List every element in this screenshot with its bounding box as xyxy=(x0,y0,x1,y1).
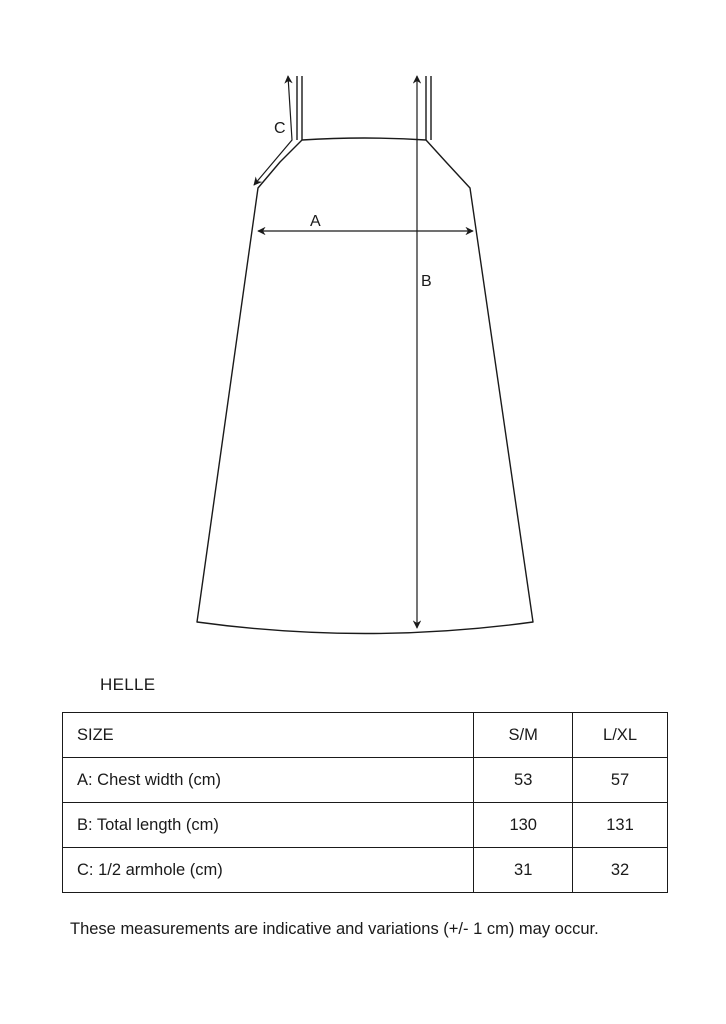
disclaimer-text: These measurements are indicative and variations (+/- 1 cm) may occur. xyxy=(70,920,599,938)
table-header-row xyxy=(63,713,668,758)
header-size-label: SIZE xyxy=(63,713,474,758)
label-a: A xyxy=(310,213,321,230)
size-chart-table xyxy=(62,712,668,893)
row-value-lxl: 32 xyxy=(573,848,668,893)
row-label: C: 1/2 armhole (cm) xyxy=(63,848,474,893)
table-row xyxy=(63,803,668,848)
row-value-lxl: 131 xyxy=(573,803,668,848)
row-label: B: Total length (cm) xyxy=(63,803,474,848)
armhole-arrow xyxy=(254,76,292,185)
header-size-lxl: L/XL xyxy=(573,713,668,758)
product-name: HELLE xyxy=(100,675,156,694)
label-b: B xyxy=(421,273,432,290)
dress-outline xyxy=(197,76,533,634)
row-label: A: Chest width (cm) xyxy=(63,758,474,803)
header-size-sm: S/M xyxy=(474,713,573,758)
row-value-lxl: 57 xyxy=(573,758,668,803)
table-row xyxy=(63,848,668,893)
row-value-sm: 31 xyxy=(474,848,573,893)
label-c: C xyxy=(274,120,286,137)
row-value-sm: 130 xyxy=(474,803,573,848)
table-row xyxy=(63,758,668,803)
row-value-sm: 53 xyxy=(474,758,573,803)
